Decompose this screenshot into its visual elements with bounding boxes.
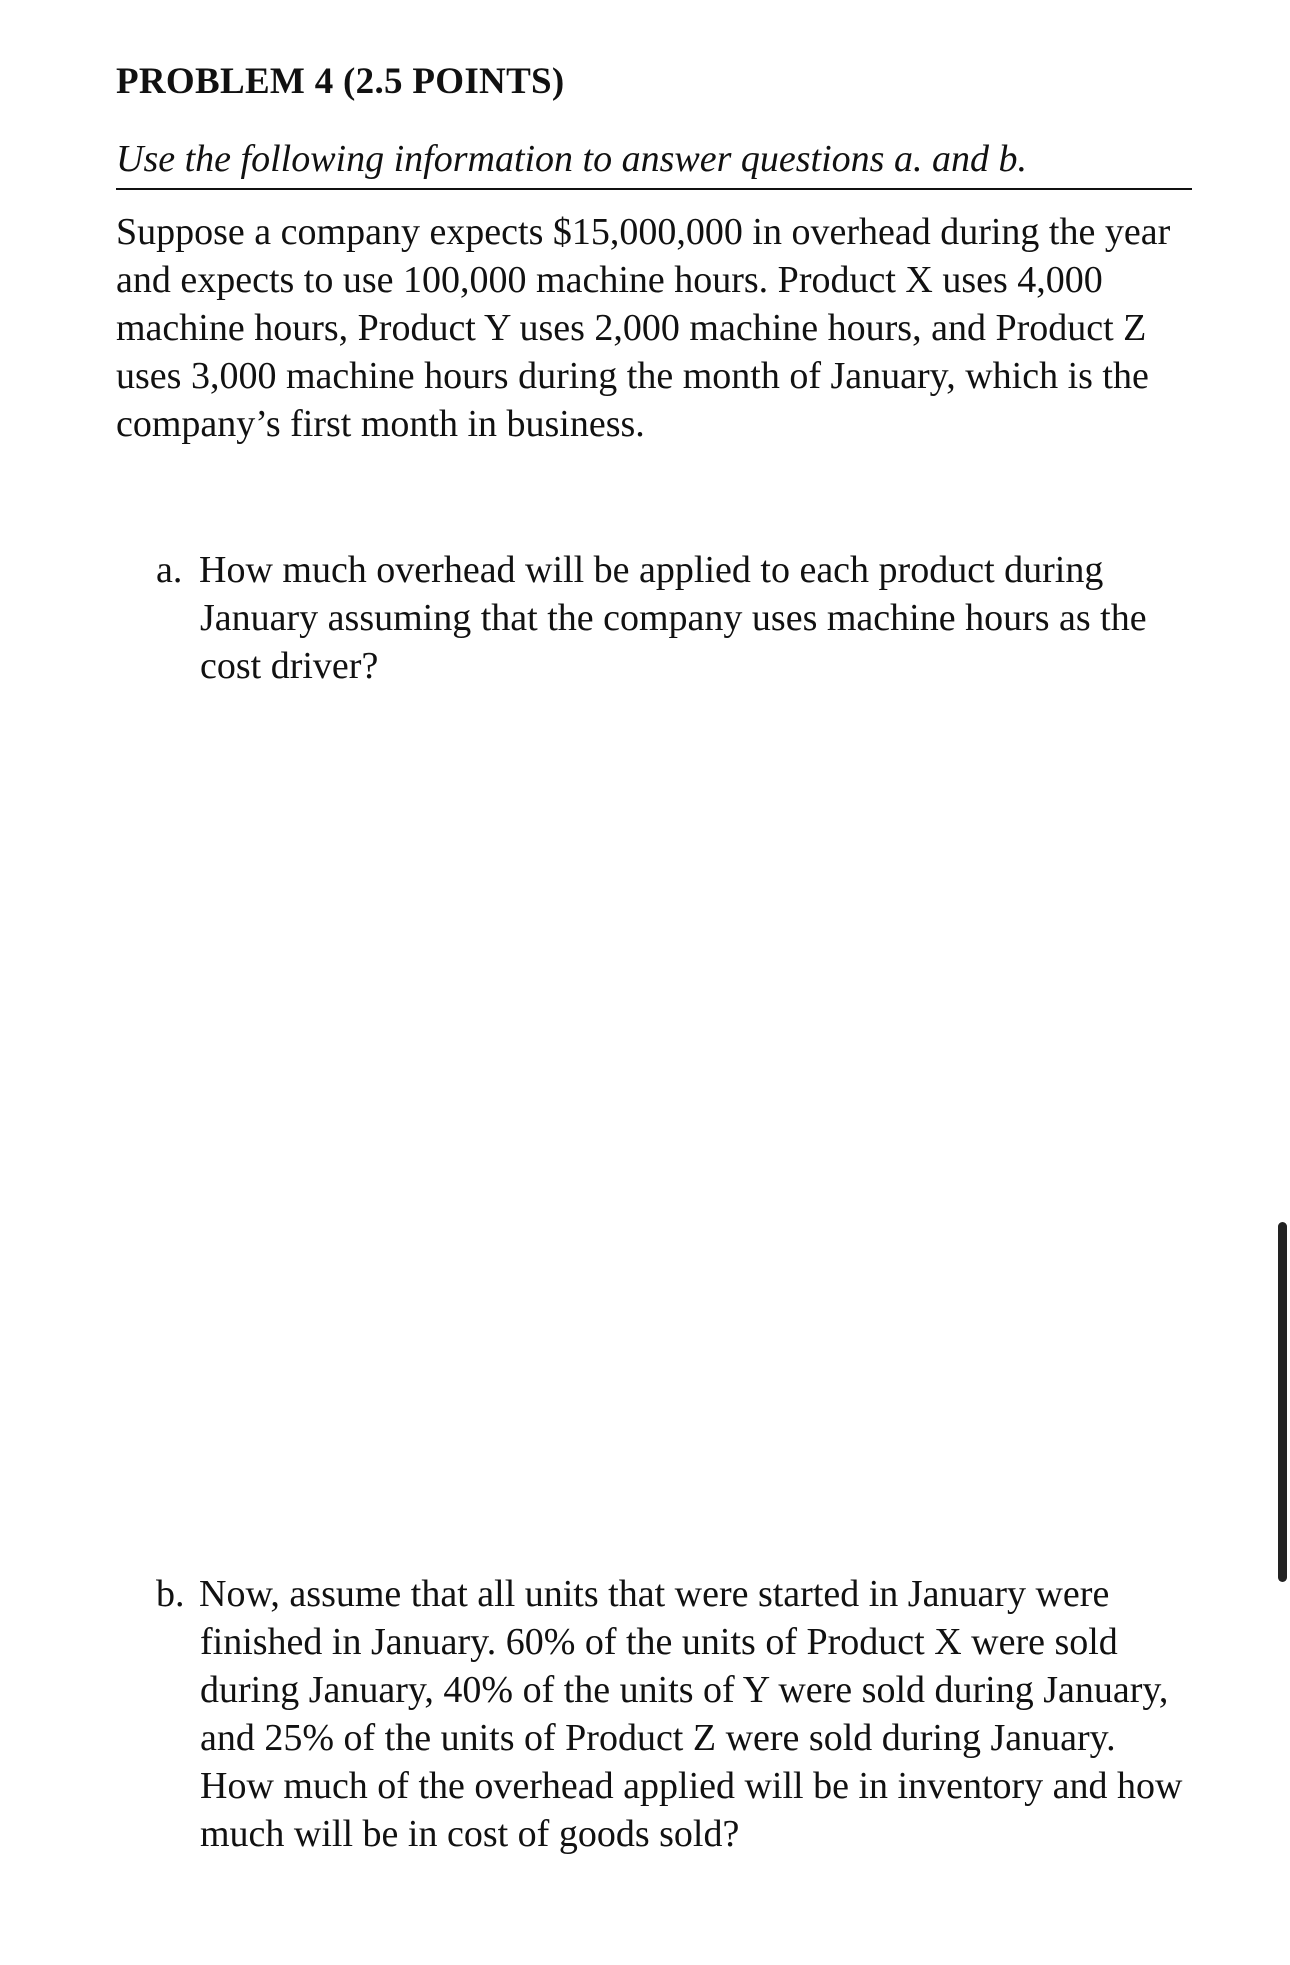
question-b xyxy=(156,1570,1196,1858)
vertical-scrollbar[interactable] xyxy=(1278,1222,1287,1582)
question-b-text: Now, assume that all units that were started in January were finished in January. 60% of the units of Product X were sold during January, 40% of the units of Y were sold during January, and 25% of the units of Product Z were sold during January. How much of the overhead applied will be in inventory and how much will be in cost of goods sold? xyxy=(199,1573,1183,1855)
question-a xyxy=(156,546,1196,690)
question-a-label: a. xyxy=(156,549,183,591)
problem-intro: Suppose a company expects $15,000,000 in overhead during the year and expects to use 100,000 machine hours. Product X uses 4,000 machine hours, Product Y uses 2,000 machine hours, and Product Z uses 3,000 machine hours during the month of January, which is the company’s first month in business. xyxy=(116,211,1171,445)
question-b-label: b. xyxy=(156,1573,185,1615)
question-a-text: How much overhead will be applied to each product during January assuming that the company uses machine hours as the cost driver? xyxy=(199,549,1147,687)
problem-title: PROBLEM 4 (2.5 POINTS) xyxy=(116,61,565,102)
instruction-line: Use the following information to answer questions a. and b. xyxy=(116,136,1192,190)
